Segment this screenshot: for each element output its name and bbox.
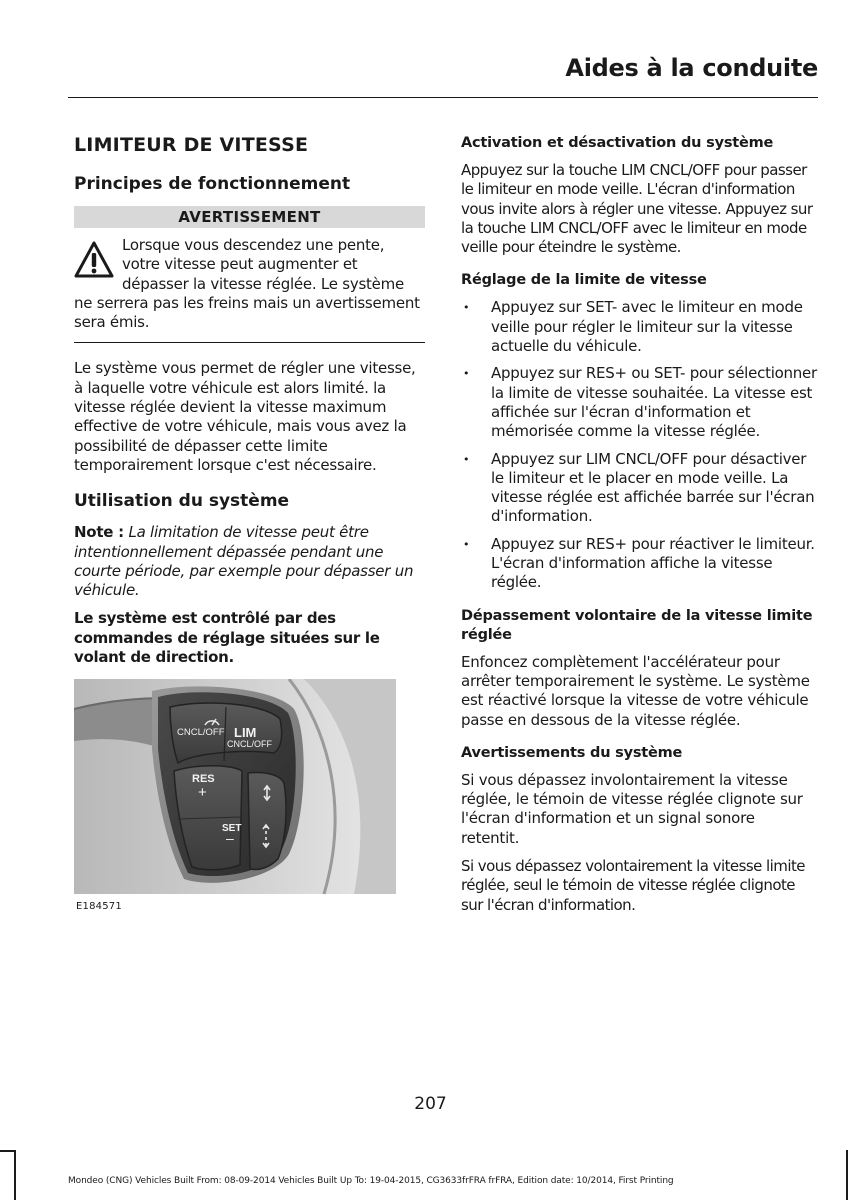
setting-heading: Réglage de la limite de vitesse xyxy=(461,272,707,289)
steering-wheel-illustration xyxy=(74,679,425,914)
override-heading: Dépassement volontaire de la vitesse limite réglée xyxy=(461,607,813,643)
right-column xyxy=(461,118,817,924)
warning-triangle-icon xyxy=(74,240,114,280)
set-minus-label: – xyxy=(226,830,234,847)
alerts-paragraph-2: Si vous dépassez volontairement la vitesse limite réglée, seul le témoin de vitesse réglée clignote sur l'écran d'information. xyxy=(461,857,805,914)
controls-paragraph: Le système est contrôlé par des commandes de réglage situées sur le volant de direction. xyxy=(74,609,380,667)
steering-wheel-controls-illustration xyxy=(74,679,425,914)
note-paragraph xyxy=(74,523,425,600)
warning-text: Lorsque vous descendez une pente, votre vitesse peut augmenter et dépasser la vitesse réglée. Le système ne serrera pas les freins mais un avertissement sera émis. xyxy=(74,236,420,332)
activation-paragraph: Appuyez sur la touche LIM CNCL/OFF pour passer le limiteur en mode veille. L'écran d'information vous invite alors à régler une vitesse. Appuyez sur la touche LIM CNCL/OFF avec le limiteur en mode veille pour éteindre le système. xyxy=(461,161,813,257)
publication-info: Mondeo (CNG) Vehicles Built From: 08-09-2014 Vehicles Built Up To: 19-04-2015, CG3633frFRA frFRA, Edition date: 10/2014, First Printing xyxy=(68,1176,674,1186)
principles-heading: Principes de fonctionnement xyxy=(74,174,351,194)
activation-heading: Activation et désactivation du système xyxy=(461,135,774,151)
setting-bullet-list xyxy=(461,298,817,592)
alerts-heading: Avertissements du système xyxy=(461,744,683,761)
cncl-off-label: CNCL/OFF xyxy=(177,727,225,739)
lim-label: LIM xyxy=(234,725,257,741)
set-label: SET xyxy=(222,823,242,835)
warning-label: AVERTISSEMENT xyxy=(74,206,425,228)
page-header-title: Aides à la conduite xyxy=(565,54,818,82)
section-title: LIMITEUR DE VITESSE xyxy=(74,134,309,156)
list-item: • Appuyez sur RES+ pour réactiver le limiteur. L'écran d'information affiche la vitesse réglée. xyxy=(461,535,817,593)
crop-mark-left-horizontal xyxy=(0,1150,15,1152)
crop-mark-left xyxy=(14,1150,16,1200)
left-column xyxy=(74,118,425,914)
res-label: RES xyxy=(192,773,215,786)
res-plus-label: + xyxy=(198,784,207,802)
note-text: La limitation de vitesse peut être intentionnellement dépassée pendant une courte période, par exemple pour dépasser un véhicule. xyxy=(74,523,414,600)
list-item: • Appuyez sur RES+ ou SET- pour sélectionner la limite de vitesse souhaitée. La vitesse est affichée sur l'écran d'information et mémorisée comme la vitesse réglée. xyxy=(461,364,817,441)
warning-block xyxy=(74,236,425,343)
page-number: 207 xyxy=(414,1094,447,1114)
note-label: Note : xyxy=(74,523,124,542)
alerts-paragraph-1: Si vous dépassez involontairement la vitesse réglée, le témoin de vitesse réglée clignote sur l'écran d'information et un signal sonore retentit. xyxy=(461,770,803,847)
figure-id: E184571 xyxy=(76,901,122,913)
intro-paragraph: Le système vous permet de régler une vitesse, à laquelle votre véhicule est alors limité. la vitesse réglée devient la vitesse maximum effective de votre véhicule, mais vous avez la possibilité de dépasser cette limite temporairement lorsque c'est nécessaire. xyxy=(74,359,416,474)
list-item: • Appuyez sur LIM CNCL/OFF pour désactiver le limiteur et le placer en mode veille. La vitesse réglée est affichée barrée sur l'écran d'information. xyxy=(461,450,817,527)
crop-mark-right xyxy=(846,1150,848,1200)
header-rule xyxy=(68,97,818,98)
list-item: • Appuyez sur SET- avec le limiteur en mode veille pour régler le limiteur sur la vitesse actuelle du véhicule. xyxy=(461,298,817,356)
usage-heading: Utilisation du système xyxy=(74,491,290,512)
lim-cncl-off-label: CNCL/OFF xyxy=(227,739,272,750)
override-paragraph: Enfoncez complètement l'accélérateur pour arrêter temporairement le système. Le système est réactivé lorsque la vitesse de votre véhicule passe en dessous de la vitesse réglée. xyxy=(461,652,810,729)
